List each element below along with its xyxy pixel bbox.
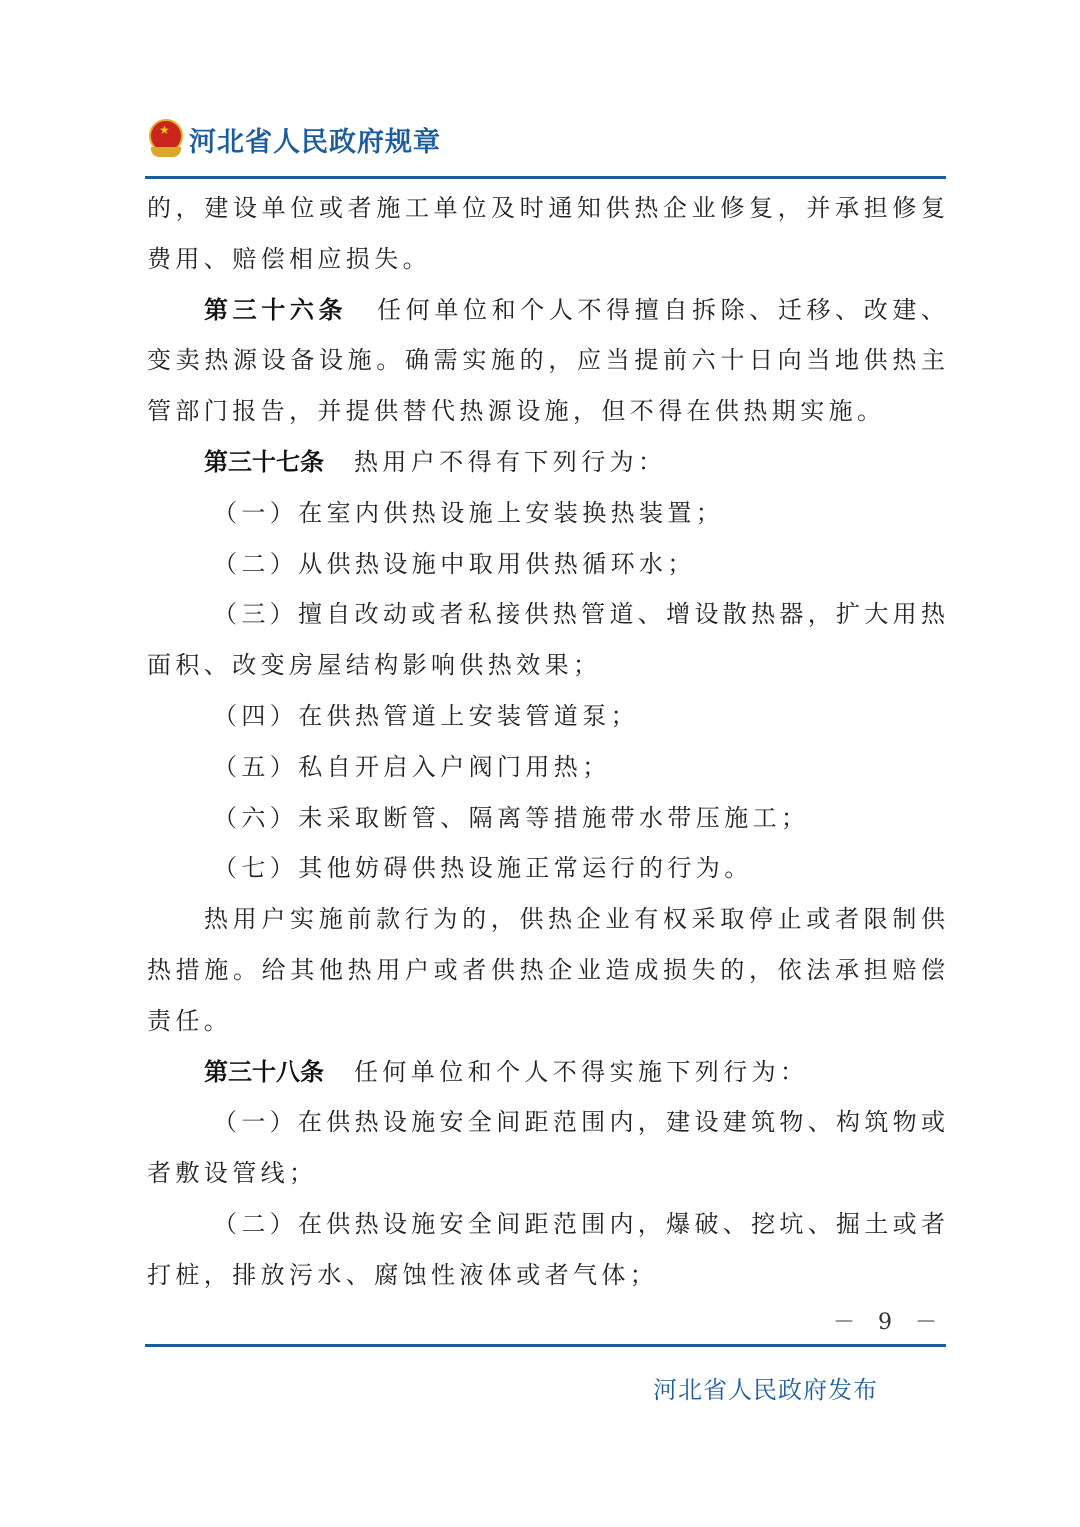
list-item: （三）擅自改动或者私接供热管道、增设散热器，扩大用热 <box>213 600 945 629</box>
text-line: 热用户实施前款行为的，供热企业有权采取停止或者限制供 <box>204 905 945 934</box>
article-heading: 第三十七条 <box>204 447 324 476</box>
text-line: 责任。 <box>147 1006 233 1035</box>
header-title: 河北省人民政府规章 <box>189 126 441 158</box>
text-line: 管部门报告，并提供替代热源设施，但不得在供热期实施。 <box>147 397 886 426</box>
list-item: （七）其他妨碍供热设施正常运行的行为。 <box>213 854 753 883</box>
text-line: 费用、赔偿相应损失。 <box>147 244 431 273</box>
list-item: （四）在供热管道上安装管道泵； <box>213 701 639 730</box>
document-body <box>147 183 945 1301</box>
text-line: 打桩，排放污水、腐蚀性液体或者气体； <box>147 1260 659 1289</box>
article-heading: 第三十八条 <box>204 1057 324 1086</box>
list-item: （五）私自开启入户阀门用热； <box>213 752 611 781</box>
list-item: （二）在供热设施安全间距范围内，爆破、挖坑、掘土或者 <box>213 1209 945 1238</box>
text-line: 者敷设管线； <box>147 1159 318 1188</box>
text-span: 任何单位和个人不得实施下列行为： <box>354 1057 809 1086</box>
article-38-line <box>147 1047 945 1098</box>
text-span: 任何单位和个人不得擅自拆除、迁移、改建、 <box>377 295 945 324</box>
list-item: （一）在供热设施安全间距范围内，建设建筑物、构筑物或 <box>213 1108 945 1137</box>
list-item: （二）从供热设施中取用供热循环水； <box>213 549 696 578</box>
page-number: － 9 － <box>833 1310 945 1335</box>
text-line: 热措施。给其他热用户或者供热企业造成损失的，依法承担赔偿 <box>147 955 945 984</box>
article-37-line <box>147 437 945 488</box>
header-rule <box>145 176 946 179</box>
document-header <box>147 118 441 160</box>
list-item: （六）未采取断管、隔离等措施带水带压施工； <box>213 803 810 832</box>
article-36-line <box>147 285 945 336</box>
national-emblem-icon: ★ <box>147 119 185 159</box>
text-line: 面积、改变房屋结构影响供热效果； <box>147 651 602 680</box>
footer-publisher: 河北省人民政府发布 <box>653 1376 878 1404</box>
footer-rule <box>145 1344 946 1347</box>
article-heading: 第三十六条 <box>204 295 348 324</box>
text-span: 热用户不得有下列行为： <box>354 447 667 476</box>
list-item: （一）在室内供热设施上安装换热装置； <box>213 498 725 527</box>
text-line: 变卖热源设备设施。确需实施的，应当提前六十日向当地供热主 <box>147 346 945 375</box>
text-line: 的，建设单位或者施工单位及时通知供热企业修复，并承担修复 <box>147 194 945 222</box>
